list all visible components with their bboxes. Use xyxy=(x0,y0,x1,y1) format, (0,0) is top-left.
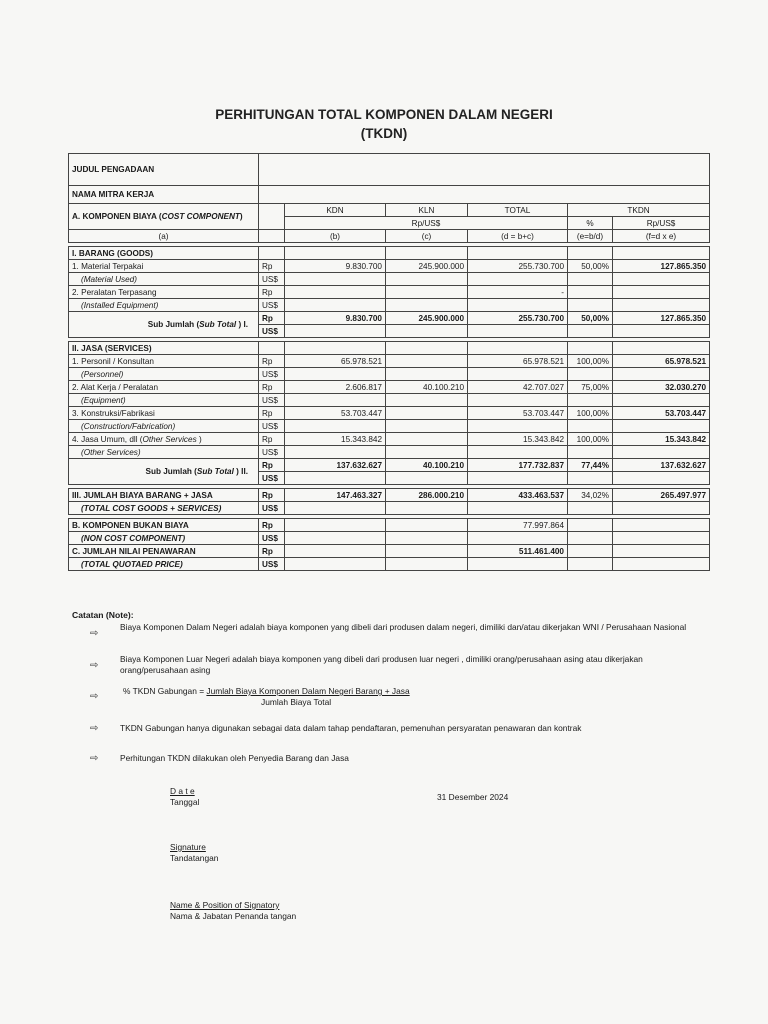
table-row xyxy=(69,355,710,368)
goods-sub-pct: 50,00% xyxy=(568,312,613,325)
goods-row1-sub: (Material Used) xyxy=(69,273,259,286)
kln-header: KLN xyxy=(386,204,468,217)
sum-tkdn: 265.497.977 xyxy=(613,489,710,502)
goods-section-label: I. BARANG (GOODS) xyxy=(69,247,259,260)
table-row xyxy=(69,381,710,394)
currency-us: US$ xyxy=(259,394,285,407)
col-e: (e=b/d) xyxy=(568,230,613,243)
table-row xyxy=(69,368,710,381)
total-header: TOTAL xyxy=(468,204,568,217)
services-r1-sub: (Personnel) xyxy=(69,368,259,381)
currency-us: US$ xyxy=(259,273,285,286)
note-5-text: Perhitungan TKDN dilakukan oleh Penyedia Barang dan Jasa xyxy=(120,753,349,763)
noncost-row xyxy=(69,519,710,532)
quoted-label: C. JUMLAH NILAI PENAWARAN xyxy=(69,545,259,558)
services-r2-kdn: 2.606.817 xyxy=(285,381,386,394)
goods-sub-kdn: 9.830.700 xyxy=(285,312,386,325)
note-3-text: % TKDN Gabungan = Jumlah Biaya Komponen Dalam Negeri Barang + Jasa Jumlah Biaya Total xyxy=(123,686,410,707)
noncost-label: B. KOMPONEN BUKAN BIAYA xyxy=(69,519,259,532)
section-services xyxy=(69,342,710,355)
services-subtotal-label: Sub Jumlah (Sub Total ) II. xyxy=(69,459,259,485)
col-b: (b) xyxy=(285,230,386,243)
tkdn-table xyxy=(68,153,710,571)
row-judul xyxy=(69,154,710,186)
goods-row1-pct: 50,00% xyxy=(568,260,613,273)
currency-rp: Rp xyxy=(259,459,285,472)
services-r4-pct: 100,00% xyxy=(568,433,613,446)
sum-kln: 286.000.210 xyxy=(386,489,468,502)
services-sub-tkdn: 137.632.627 xyxy=(613,459,710,472)
services-r1-label: 1. Personil / Konsultan xyxy=(69,355,259,368)
quoted-total: 511.461.400 xyxy=(468,545,568,558)
date-label-id: Tanggal xyxy=(170,797,200,807)
table-row xyxy=(69,446,710,459)
services-r3-kdn: 53.703.447 xyxy=(285,407,386,420)
sum-pct: 34,02% xyxy=(568,489,613,502)
goods-subtotal-row xyxy=(69,312,710,325)
currency-rp: Rp xyxy=(259,489,285,502)
note-4-text: TKDN Gabungan hanya digunakan sebagai data dalam tahap pendaftaran, pemenuhan persyaratan penawaran dan kontrak xyxy=(120,723,582,733)
services-sub-kln: 40.100.210 xyxy=(386,459,468,472)
currency-us: US$ xyxy=(259,532,285,545)
goods-row2-label: 2. Peralatan Terpasang xyxy=(69,286,259,299)
signatory-label-id: Nama & Jabatan Penanda tangan xyxy=(170,911,297,921)
services-sub-kdn: 137.632.627 xyxy=(285,459,386,472)
services-r3-label: 3. Konstruksi/Fabrikasi xyxy=(69,407,259,420)
notes-heading: Catatan (Note): xyxy=(72,610,134,620)
currency-rp: Rp xyxy=(259,312,285,325)
noncost-total: 77.997.864 xyxy=(468,519,568,532)
tkdn-header: TKDN xyxy=(568,204,710,217)
note-2-text: Biaya Komponen Luar Negeri adalah biaya komponen yang dibeli dari produsen luar negeri , dimiliki orang/perusahaan asing atau dikerjakan orang/perusahaan asing xyxy=(120,654,643,675)
currency-us: US$ xyxy=(259,502,285,515)
section-goods xyxy=(69,247,710,260)
table-row xyxy=(69,502,710,515)
services-r4-sub: (Other Services) xyxy=(69,446,259,459)
col-c: (c) xyxy=(386,230,468,243)
services-sub-total: 177.732.837 xyxy=(468,459,568,472)
judul-label: JUDUL PENGADAAN xyxy=(69,154,259,186)
services-section-label: II. JASA (SERVICES) xyxy=(69,342,259,355)
table-row xyxy=(69,260,710,273)
currency-us: US$ xyxy=(259,420,285,433)
arrow-right-icon: ⇨ xyxy=(90,628,99,639)
services-r3-sub: (Construction/Fabrication) xyxy=(69,420,259,433)
date-value: 31 Desember 2024 xyxy=(437,792,509,802)
rp-us-header-2: Rp/US$ xyxy=(613,217,710,230)
kdn-header: KDN xyxy=(285,204,386,217)
arrow-right-icon: ⇨ xyxy=(90,691,99,702)
table-row xyxy=(69,433,710,446)
quoted-row xyxy=(69,545,710,558)
goods-sub-total: 255.730.700 xyxy=(468,312,568,325)
komponen-a-label: A. KOMPONEN BIAYA (COST COMPONENT) xyxy=(69,204,259,230)
services-r1-pct: 100,00% xyxy=(568,355,613,368)
services-subtotal-row xyxy=(69,459,710,472)
currency-rp: Rp xyxy=(259,519,285,532)
table-row xyxy=(69,558,710,571)
services-r4-label: 4. Jasa Umum, dll (Other Services ) xyxy=(69,433,259,446)
goods-row1-kdn: 9.830.700 xyxy=(285,260,386,273)
mitra-value xyxy=(259,186,710,204)
signature-label-en: Signature xyxy=(170,842,206,852)
col-d: (d = b+c) xyxy=(468,230,568,243)
services-r2-kln: 40.100.210 xyxy=(386,381,468,394)
currency-rp: Rp xyxy=(259,381,285,394)
currency-us: US$ xyxy=(259,325,285,338)
services-r2-sub: (Equipment) xyxy=(69,394,259,407)
goods-row1-total: 255.730.700 xyxy=(468,260,568,273)
sum-row xyxy=(69,489,710,502)
sum-kdn: 147.463.327 xyxy=(285,489,386,502)
title-line-2: (TKDN) xyxy=(360,126,408,141)
currency-us: US$ xyxy=(259,299,285,312)
note-1-text: Biaya Komponen Dalam Negeri adalah biaya komponen yang dibeli dari produsen dalam negeri, dimiliki dan/atau dikerjakan WNI / Perusahaan Nasional xyxy=(120,622,687,632)
table-row xyxy=(69,532,710,545)
judul-value xyxy=(259,154,710,186)
goods-sub-kln: 245.900.000 xyxy=(386,312,468,325)
pct-header: % xyxy=(568,217,613,230)
currency-us: US$ xyxy=(259,472,285,485)
services-r2-pct: 75,00% xyxy=(568,381,613,394)
table-row xyxy=(69,299,710,312)
currency-rp: Rp xyxy=(259,433,285,446)
goods-row1-kln: 245.900.000 xyxy=(386,260,468,273)
currency-us: US$ xyxy=(259,368,285,381)
goods-sub-tkdn: 127.865.350 xyxy=(613,312,710,325)
noncost-sub: (NON COST COMPONENT) xyxy=(69,532,259,545)
table-row xyxy=(69,420,710,433)
date-label-en: D a t e xyxy=(170,786,195,796)
document-title xyxy=(0,105,768,143)
services-r3-tkdn: 53.703.447 xyxy=(613,407,710,420)
notes-section xyxy=(72,610,712,764)
row-header-1 xyxy=(69,204,710,217)
goods-row1-tkdn: 127.865.350 xyxy=(613,260,710,273)
currency-rp: Rp xyxy=(259,355,285,368)
quoted-sub: (TOTAL QUOTAED PRICE) xyxy=(69,558,259,571)
signature-label-id: Tandatangan xyxy=(170,853,219,863)
services-r4-kdn: 15.343.842 xyxy=(285,433,386,446)
services-sub-pct: 77,44% xyxy=(568,459,613,472)
row-col-letters xyxy=(69,230,710,243)
arrow-right-icon: ⇨ xyxy=(90,660,99,671)
table-row xyxy=(69,394,710,407)
sum-total: 433.463.537 xyxy=(468,489,568,502)
services-r1-tkdn: 65.978.521 xyxy=(613,355,710,368)
title-line-1: PERHITUNGAN TOTAL KOMPONEN DALAM NEGERI xyxy=(215,107,553,122)
goods-row1-label: 1. Material Terpakai xyxy=(69,260,259,273)
services-r1-kdn: 65.978.521 xyxy=(285,355,386,368)
services-r2-total: 42.707.027 xyxy=(468,381,568,394)
signature-block xyxy=(170,842,218,864)
arrow-right-icon: ⇨ xyxy=(90,723,99,734)
currency-us: US$ xyxy=(259,446,285,459)
signatory-block xyxy=(170,900,296,922)
table-row xyxy=(69,286,710,299)
row-mitra xyxy=(69,186,710,204)
currency-rp: Rp xyxy=(259,260,285,273)
currency-rp: Rp xyxy=(259,407,285,420)
table-row xyxy=(69,407,710,420)
currency-us: US$ xyxy=(259,558,285,571)
currency-rp: Rp xyxy=(259,286,285,299)
services-r2-tkdn: 32.030.270 xyxy=(613,381,710,394)
goods-row2-total: - xyxy=(468,286,568,299)
services-r3-total: 53.703.447 xyxy=(468,407,568,420)
arrow-right-icon: ⇨ xyxy=(90,753,99,764)
table-row xyxy=(69,273,710,286)
signatory-label-en: Name & Position of Signatory xyxy=(170,900,280,910)
rp-us-header: Rp/US$ xyxy=(285,217,568,230)
date-block xyxy=(170,786,199,808)
sum-sub: (TOTAL COST GOODS + SERVICES) xyxy=(69,502,259,515)
services-r2-label: 2. Alat Kerja / Peralatan xyxy=(69,381,259,394)
currency-rp: Rp xyxy=(259,545,285,558)
mitra-label: NAMA MITRA KERJA xyxy=(69,186,259,204)
goods-subtotal-label: Sub Jumlah (Sub Total ) I. xyxy=(69,312,259,338)
goods-row2-sub: (Installed Equipment) xyxy=(69,299,259,312)
services-r4-tkdn: 15.343.842 xyxy=(613,433,710,446)
sum-label: III. JUMLAH BIAYA BARANG + JASA xyxy=(69,489,259,502)
col-a: (a) xyxy=(69,230,259,243)
services-r3-pct: 100,00% xyxy=(568,407,613,420)
col-f: (f=d x e) xyxy=(613,230,710,243)
services-r1-total: 65.978.521 xyxy=(468,355,568,368)
services-r4-total: 15.343.842 xyxy=(468,433,568,446)
